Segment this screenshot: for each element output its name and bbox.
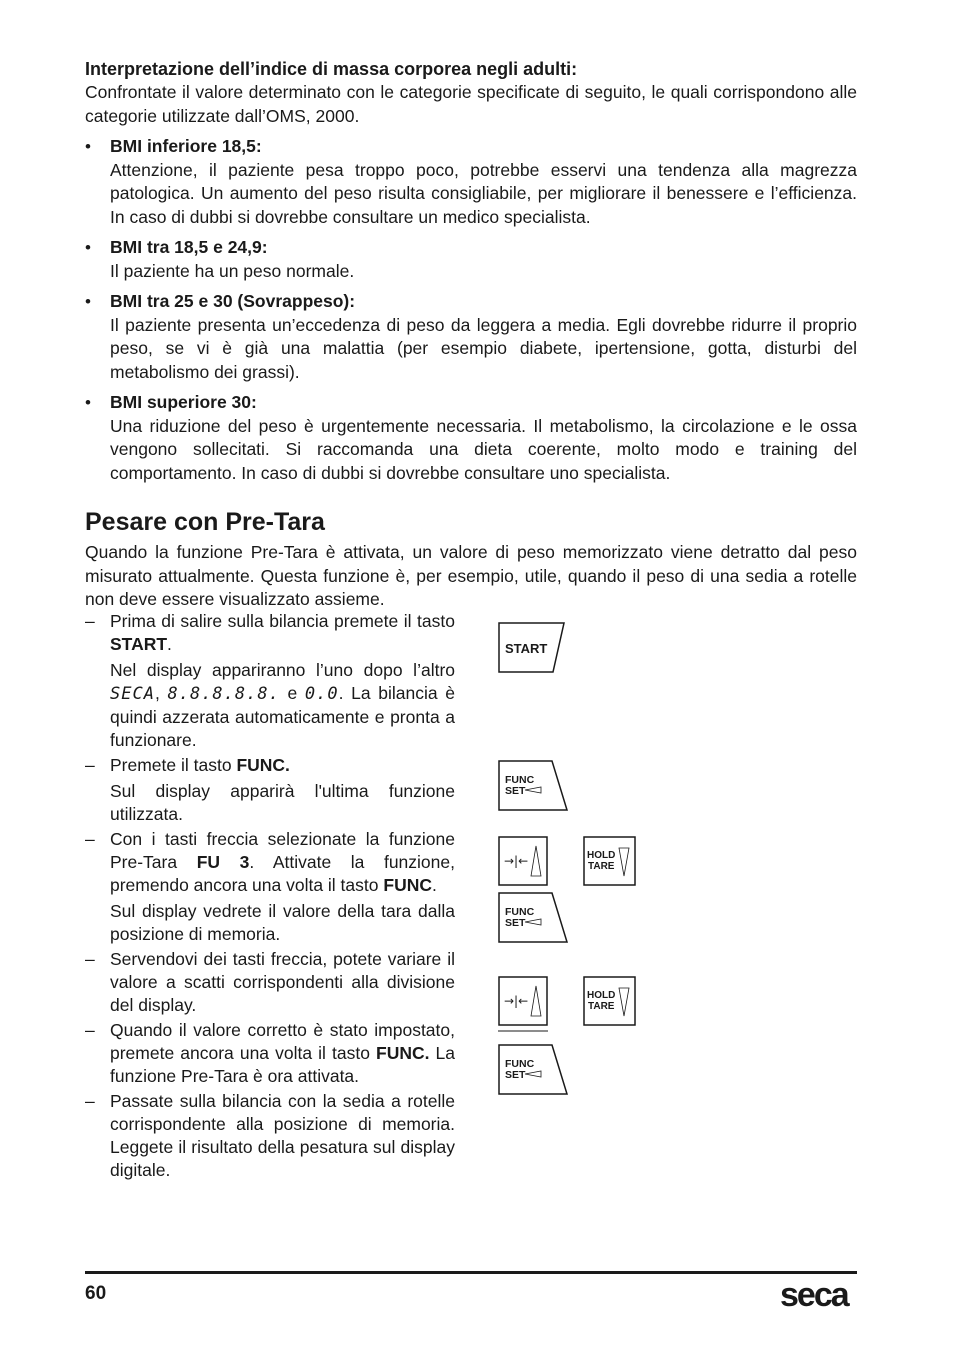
lcd-zero: 0.0 [304,684,339,704]
svg-text:→|←: →|← [504,854,529,868]
lcd-seca: SECA [110,684,155,704]
bullet-text: Una riduzione del peso è urgentemente necessaria. Il metabolismo, la circolazione e le ossa vengono sollecitati. Si raccomanda una dieta coerente, molto modo e training del comportamento. In caso di dubbi si dovrebbe consultare uno specialista. [110,415,857,483]
step-5: – Quando il valore corretto è stato impostato, premete ancora una volta il tasto FUNC. La funzione Pre-Tara è ora attivata. [85,1020,456,1086]
arrow-key-icon [498,976,550,1034]
svg-text:START: START [505,641,548,656]
svg-text:→|←: →|← [504,994,529,1008]
svg-text:FUNC: FUNC [505,1058,535,1070]
bmi-intro: Confrontate il valore determinato con le categorie specificate di seguito, le quali corrispondono alle categorie utilizzate dall’OMS, 2000. [85,82,857,126]
bullet-text: Attenzione, il paziente pesa troppo poco, potrebbe esservi una tendenza alla magrezza patologica. Un aumento del peso risulta consigliabile, per migliorare il benessere e l’efficienza. In caso di dubbi si dovrebbe consultare un medico specialista. [110,159,857,227]
pretara-heading: Pesare con Pre-Tara [85,508,325,536]
seca-logo: seca [780,1276,848,1314]
bullet-icon: • [85,137,91,156]
func-key-icon [498,892,570,944]
footer-rule [85,1271,857,1274]
lcd-test: 8.8.8.8.8. [167,684,280,704]
svg-text:SET: SET [505,917,526,929]
bullet-title: BMI tra 25 e 30 (Sovrappeso): [110,291,356,311]
list-item [85,391,857,485]
step-2: – Premete il tasto FUNC. Sul display apparirà l'ultima funzione utilizzata. [85,755,455,824]
bullet-text: Il paziente presenta un’eccedenza di peso da leggera a media. Egli dovrebbe ridurre il proprio peso, se vi è già una malattia (per esempio diabete, ipertensione, gotta, disturbi del metabolismo dei grassi). [110,314,857,382]
bmi-heading: Interpretazione dell’indice di massa corporea negli adulti: [85,59,578,79]
list-item [85,236,857,283]
bullet-icon: • [85,292,91,311]
hold-tare-key-icon [583,836,638,888]
svg-text:SET: SET [505,1069,526,1081]
start-key-icon [498,622,568,674]
bullet-title: BMI inferiore 18,5: [110,136,262,156]
arrow-key-icon [498,836,550,888]
svg-text:TARE: TARE [588,861,615,872]
list-item [85,290,857,384]
func-key-icon [498,760,570,812]
svg-text:TARE: TARE [588,1001,615,1012]
svg-text:SET: SET [505,785,526,797]
svg-text:HOLD: HOLD [587,850,616,861]
bullet-title: BMI tra 18,5 e 24,9: [110,237,268,257]
step-4: – Servendovi dei tasti freccia, potete variare il valore a scatti corrispondenti alla divisione del display. [85,949,455,1015]
svg-text:FUNC: FUNC [505,906,535,918]
page-number: 60 [85,1283,107,1304]
bullet-title: BMI superiore 30: [110,392,257,412]
step-1: – Prima di salire sulla bilancia premete il tasto START. Nel display appariranno l’uno dopo l’altro SECA, 8.8.8.8.8. e 0.0. La bilancia è quindi azzerata automaticamente e pronta a funzionare. [85,611,455,750]
bullet-icon: • [85,238,91,257]
step-list [85,610,455,1182]
svg-text:FUNC: FUNC [505,774,535,786]
list-item [85,135,857,229]
step-6: – Passate sulla bilancia con la sedia a rotelle corrispondente alla posizione di memoria. Leggete il risultato della pesatura sul display digitale. [85,1091,455,1180]
step-3: – Con i tasti freccia selezionate la funzione Pre-Tara FU 3. Attivate la funzione, premendo ancora una volta il tasto FUNC. Sul display vedrete il valore della tara dalla posizione di memoria. [85,829,455,944]
func-key-icon [498,1044,570,1096]
pretara-intro: Quando la funzione Pre-Tara è attivata, un valore di peso memorizzato viene detratto dal peso misurato attualmente. Questa funzione è, per esempio, utile, quando il peso di una sedia a rotelle non deve essere visualizzato assieme. [85,542,857,609]
hold-tare-key-icon [583,976,638,1028]
svg-text:HOLD: HOLD [587,990,616,1001]
bullet-text: Il paziente ha un peso normale. [110,260,355,281]
bullet-icon: • [85,393,91,412]
